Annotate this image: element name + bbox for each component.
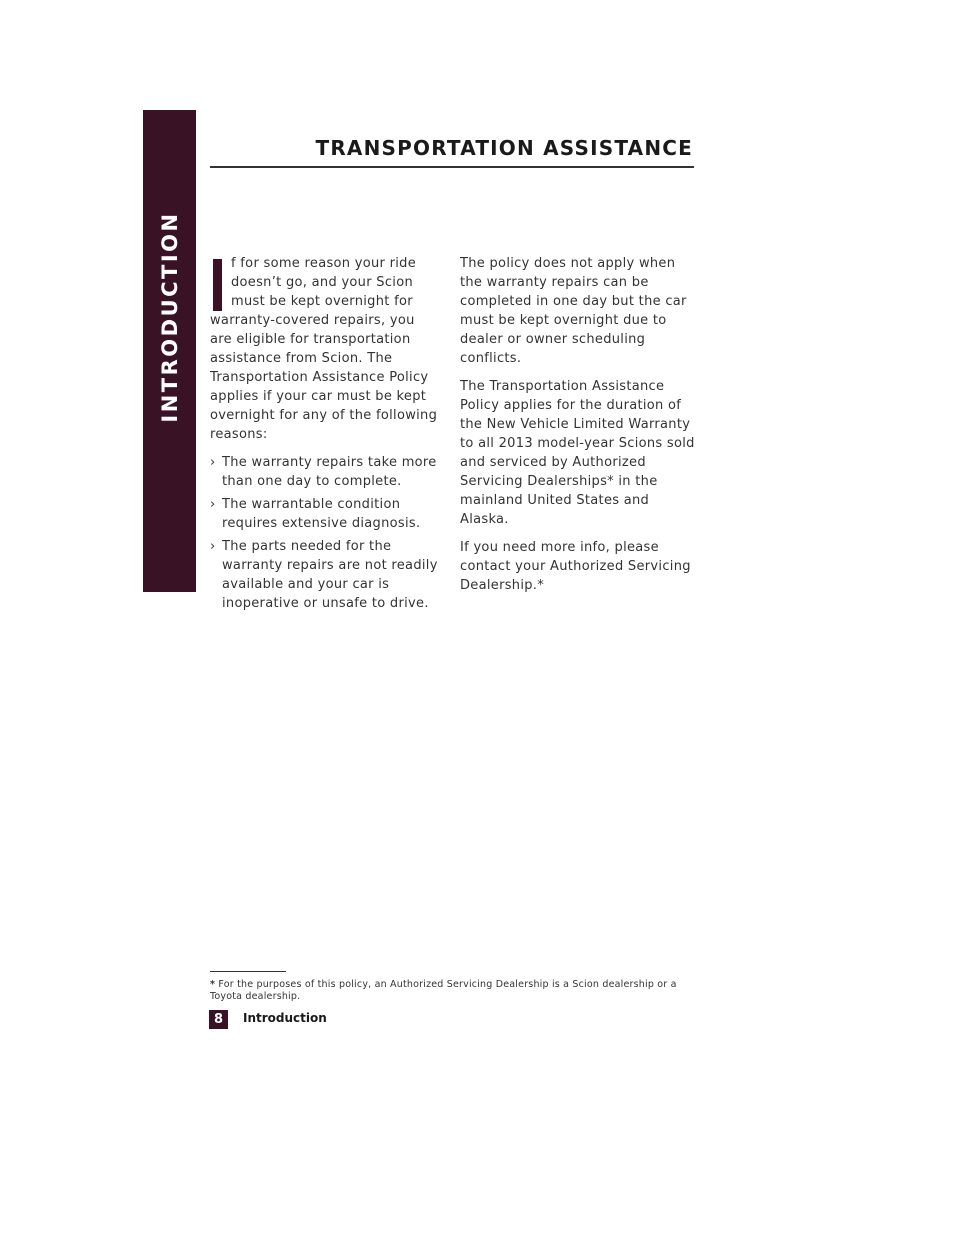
page-title: TRANSPORTATION ASSISTANCE bbox=[315, 136, 693, 160]
left-column bbox=[210, 254, 440, 617]
side-label-text: INTRODUCTION bbox=[157, 211, 182, 423]
bullet-marker: › bbox=[210, 539, 216, 554]
section-side-label bbox=[143, 110, 196, 592]
policy-paragraph: If you need more info, please contact your Authorized Servicing Dealership.* bbox=[460, 540, 691, 593]
list-item-text: The warranty repairs take more than one day to complete. bbox=[222, 455, 437, 489]
footnote-marker: * bbox=[210, 979, 216, 990]
intro-paragraph bbox=[210, 254, 440, 444]
footnote bbox=[210, 979, 680, 1003]
right-column bbox=[460, 254, 696, 604]
title-rule bbox=[210, 166, 694, 168]
page-number: 8 bbox=[209, 1010, 228, 1029]
footer-section-name: Introduction bbox=[243, 1011, 327, 1025]
list-item bbox=[210, 495, 440, 533]
list-item bbox=[210, 453, 440, 491]
reasons-list bbox=[210, 453, 440, 613]
policy-paragraph: The Transportation Assistance Policy applies for the duration of the New Vehicle Limited Warranty to all 2013 model-year Scions sold and serviced by Authorized Servicing Dealerships* in the mainland United States and Alaska. bbox=[460, 379, 695, 527]
bullet-marker: › bbox=[210, 455, 216, 470]
bullet-marker: › bbox=[210, 497, 216, 512]
intro-text: f for some reason your ride doesn’t go, and your Scion must be kept overnight for warranty-covered repairs, you are eligible for transportation assistance from Scion. The Transportation Assistance Policy applies if your car must be kept overnight for any of the following reasons: bbox=[210, 256, 438, 442]
footnote-rule bbox=[210, 971, 286, 972]
footnote-text: For the purposes of this policy, an Authorized Servicing Dealership is a Scion dealership or a Toyota dealership. bbox=[210, 979, 677, 1002]
list-item-text: The warrantable condition requires extensive diagnosis. bbox=[222, 497, 421, 531]
list-item-text: The parts needed for the warranty repairs are not readily available and your car is inoperative or unsafe to drive. bbox=[222, 539, 438, 611]
drop-cap-i bbox=[213, 259, 222, 311]
list-item bbox=[210, 537, 440, 613]
policy-paragraph: The policy does not apply when the warranty repairs can be completed in one day but the car must be kept overnight due to dealer or owner scheduling conflicts. bbox=[460, 256, 687, 366]
